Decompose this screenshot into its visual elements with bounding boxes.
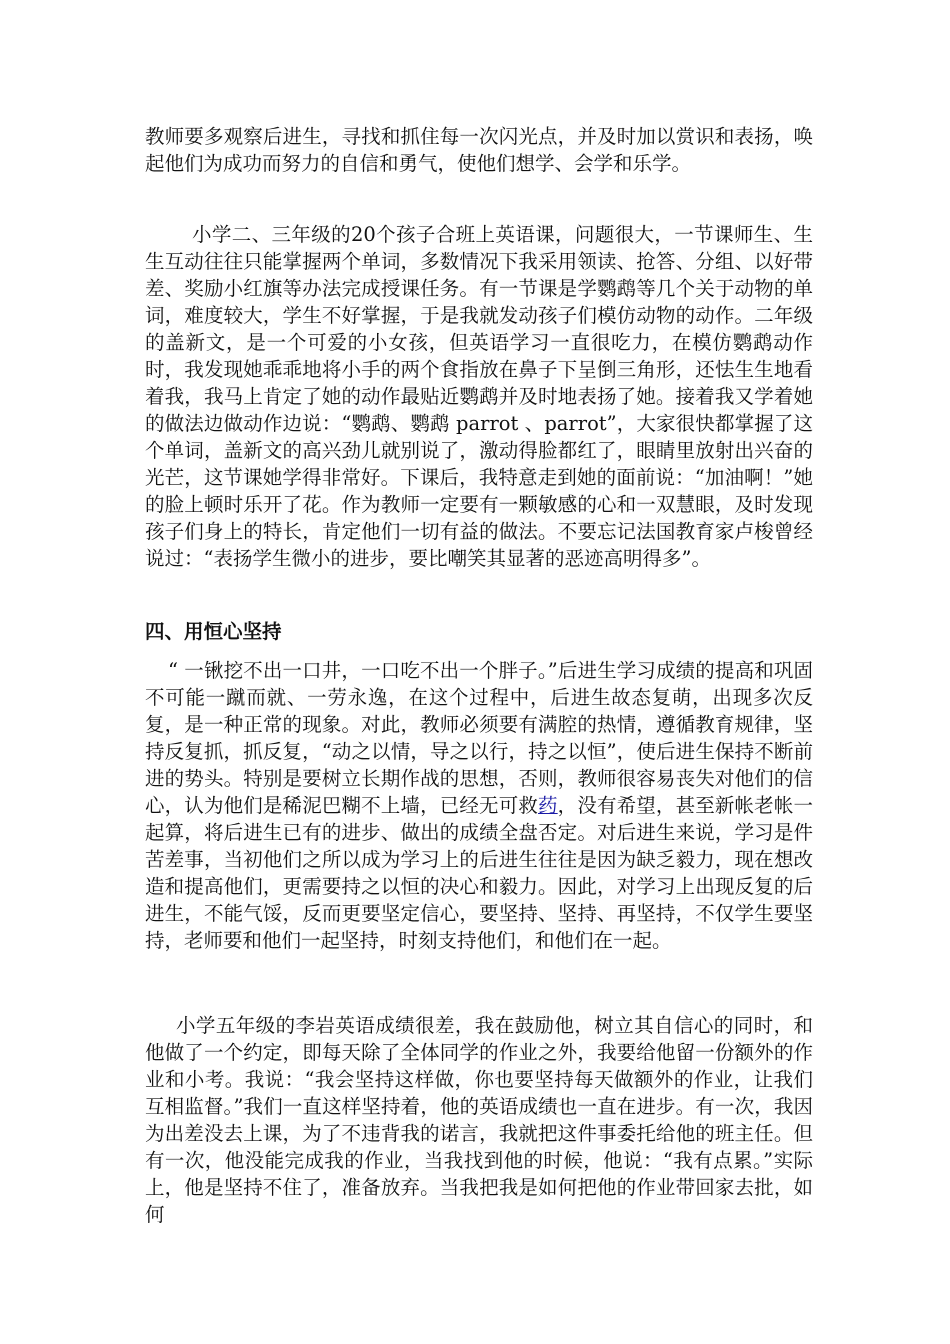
medicine-link[interactable]: 药 bbox=[538, 794, 558, 817]
paragraph-parrot-story: 小学二、三年级的20个孩子合班上英语课，问题很大，一节课师生、生生互动往往只能掌握两个单词，多数情况下我采用领读、抢答、分组、以好带差、奖励小红旗等办法完成授课任务。有一节课是学鹦鹉等几个关于动物的单词，难度较大，学生不好掌握，于是我就发动孩子们模仿动物的动作。二年级的盖新文，是一个可爱的小女孩，但英语学习一直很吃力，在模仿鹦鹉动作时，我发现她乖乖地将小手的两个食指放在鼻子下呈倒三角形，还怯生生地看着我，我马上肯定了她的动作最贴近鹦鹉并及时地表扬了她。接着我又学着她的做法边做动作边说：“鹦鹉、鹦鹉 parrot 、parrot”，大家很快都掌握了这个单词，盖新文的高兴劲儿就别说了，激动得脸都红了，眼睛里放射出兴奋的光芒，这节课她学得非常好。下课后，我特意走到她的面前说：“加油啊！”她的脸上顿时乐开了花。作为教师一定要有一颗敏感的心和一双慧眼，及时发现孩子们身上的特长，肯定他们一切有益的做法。不要忘记法国教育家卢梭曾经说过：“表扬学生微小的进步，要比嘲笑其显著的恶迹高明得多”。 bbox=[145, 223, 813, 570]
paragraph-persistence-text-after: ，没有希望，甚至新帐老帐一起算，将后进生已有的进步、做出的成绩全盘否定。对后进生来说，学习是件苦差事，当初他们之所以成为学习上的后进生往往是因为缺乏毅力，现在想改造和提高他们，更需要持之以恒的决心和毅力。因此，对学习上出现反复的后进生，不能气馁，反而更要坚定信心，要坚持、坚持、再坚持，不仅学生要坚持，老师要和他们一起坚持，时刻支持他们，和他们在一起。 bbox=[145, 794, 813, 952]
paragraph-persistence bbox=[145, 657, 813, 954]
section-heading-4: 四、用恒心坚持 bbox=[145, 620, 282, 643]
paragraph-persistence-text-before: “ 一锹挖不出一口井，一口吃不出一个胖子。”后进生学习成绩的提高和巩固不可能一蹴而就、一劳永逸，在这个过程中，后进生故态复萌，出现多次反复，是一种正常的现象。对此，教师必须要有满腔的热情，遵循教育规律，坚持反复抓，抓反复，“动之以情，导之以行，持之以恒”，使后进生保持不断前进的势头。特别是要树立长期作战的思想，否则，教师很容易丧失对他们的信心，认为他们是稀泥巴糊不上墙，已经无可救 bbox=[145, 659, 813, 817]
paragraph-praise: 教师要多观察后进生，寻找和抓住每一次闪光点，并及时加以赏识和表扬，唤起他们为成功而努力的自信和勇气，使他们想学、会学和乐学。 bbox=[145, 125, 813, 175]
paragraph-li-yan-story: 小学五年级的李岩英语成绩很差，我在鼓励他，树立其自信心的同时，和他做了一个约定，即每天除了全体同学的作业之外，我要给他留一份额外的作业和小考。我说：“我会坚持这样做，你也要坚持每天做额外的作业，让我们互相监督。”我们一直这样坚持着，他的英语成绩也一直在进步。有一次，我因为出差没去上课，为了不违背我的诺言，我就把这件事委托给他的班主任。但有一次，他没能完成我的作业，当我找到他的时候，他说：“我有点累。”实际上，他是坚持不住了，准备放弃。当我把我是如何把他的作业带回家去批，如何 bbox=[145, 1014, 813, 1226]
